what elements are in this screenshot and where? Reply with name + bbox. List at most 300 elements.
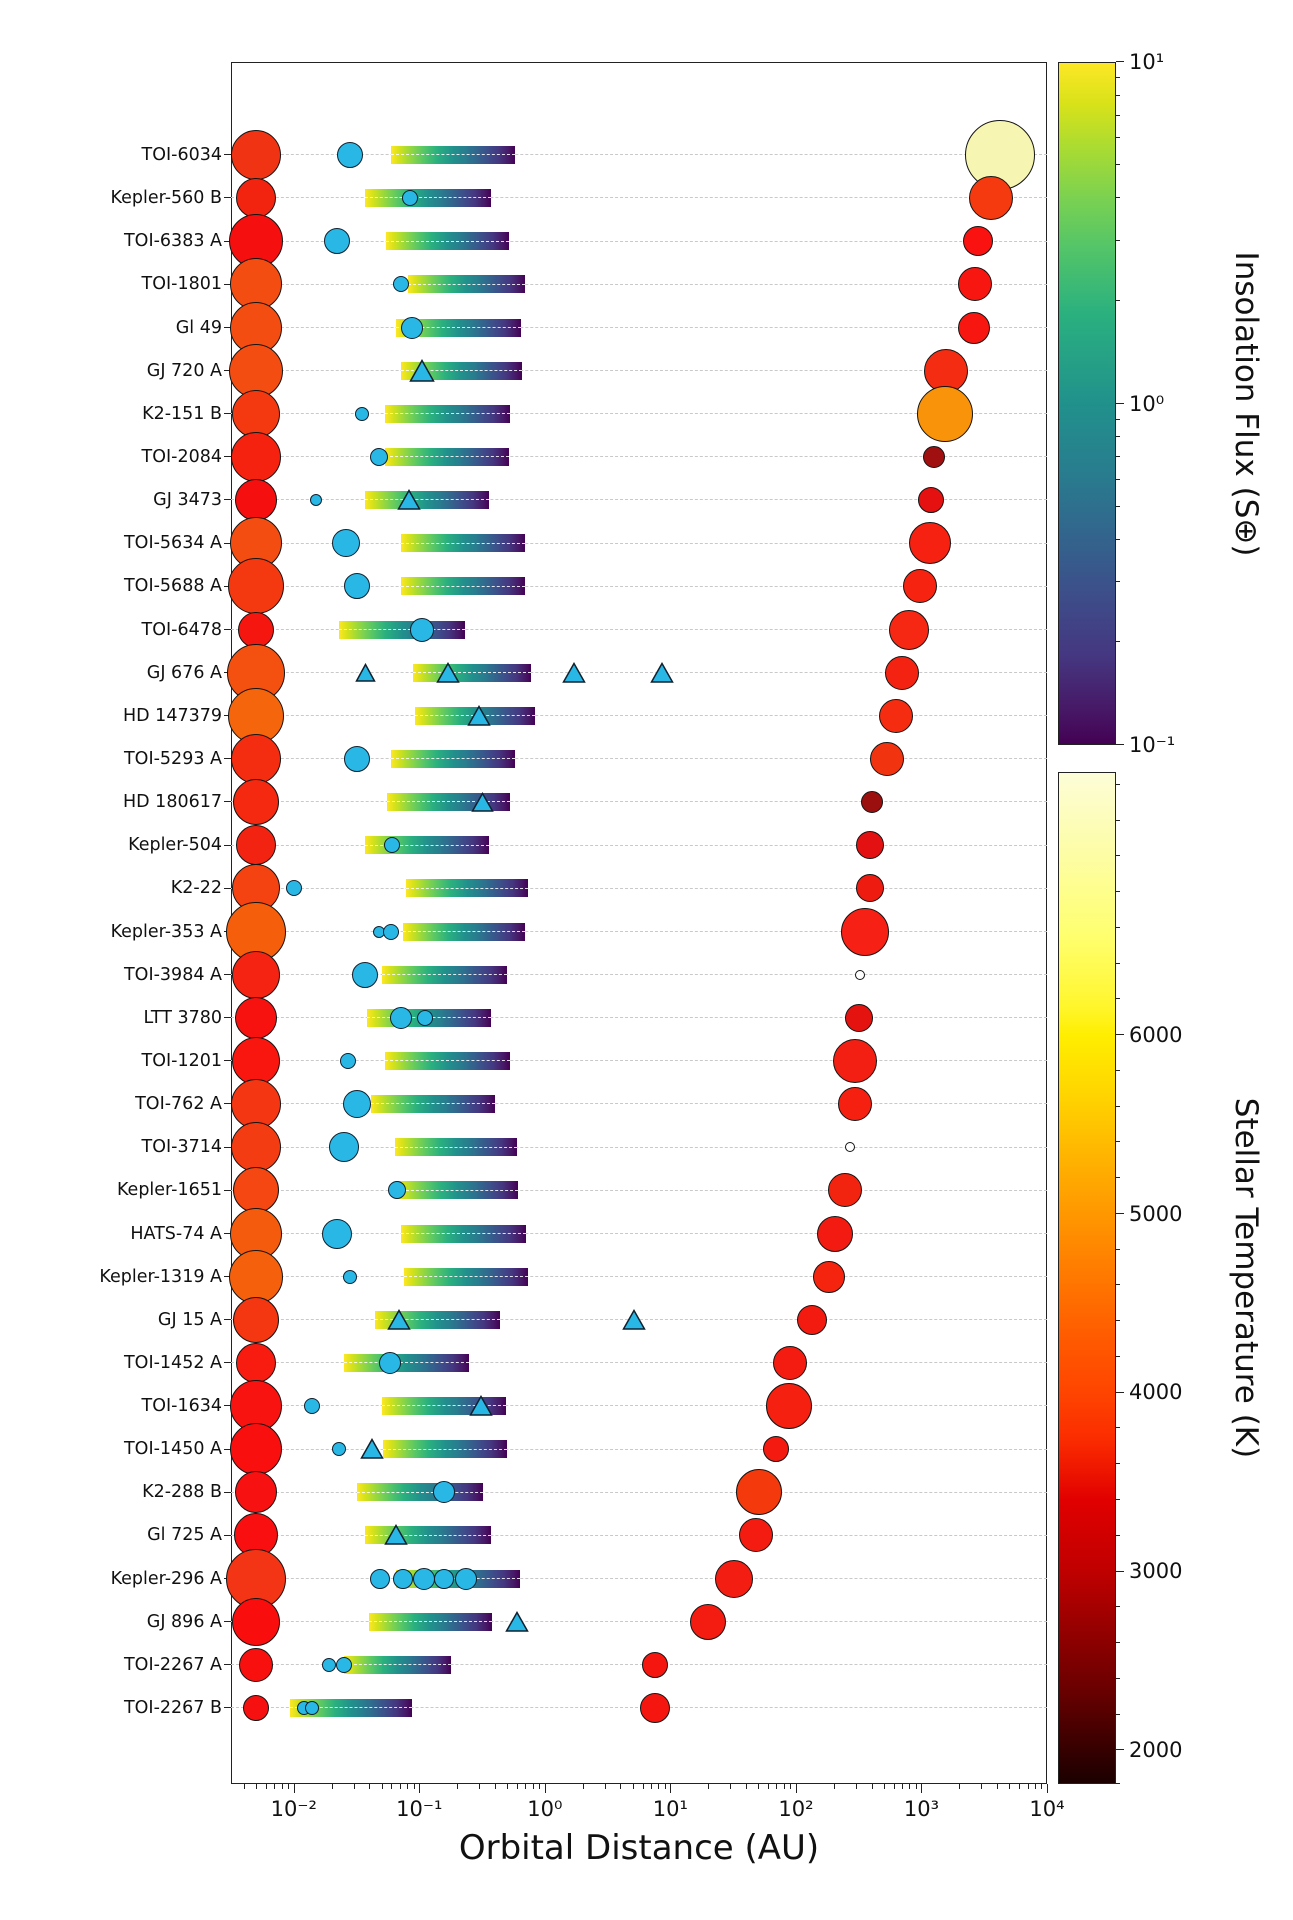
- x-axis-minor-tick: [997, 1784, 998, 1789]
- row-label-toi-6383-a: TOI-6383 A: [123, 231, 222, 252]
- row-gridline: [231, 197, 1047, 198]
- habitable-zone-bar-guide: [385, 456, 509, 457]
- x-axis-major-tick: [1047, 1784, 1048, 1793]
- row-gridline: [231, 1578, 1047, 1579]
- habitable-zone-bar-guide: [365, 197, 491, 198]
- colorbar-minor-tick: [1116, 784, 1120, 785]
- planet-marker: [324, 228, 350, 254]
- companion-star-marker: [690, 1604, 726, 1640]
- colorbar-minor-tick: [1116, 539, 1120, 540]
- colorbar-minor-tick: [1116, 1535, 1120, 1536]
- habitable-zone-bar-guide: [365, 499, 489, 500]
- colorbar-temperature-title: Stellar Temperature (K): [1228, 1097, 1264, 1459]
- x-axis-minor-tick: [274, 1784, 275, 1789]
- x-axis-minor-tick: [391, 1784, 392, 1789]
- habitable-zone-bar-guide: [403, 931, 526, 932]
- planet-marker: [455, 1568, 477, 1590]
- companion-star-marker: [841, 908, 889, 956]
- colorbar-minor-tick: [1116, 164, 1120, 165]
- x-axis-minor-tick: [517, 1784, 518, 1789]
- colorbar-minor-tick: [1116, 581, 1120, 582]
- x-axis-tick-label: 10⁻¹: [396, 1797, 443, 1821]
- x-axis-minor-tick: [768, 1784, 769, 1789]
- row-label-toi-3984-a: TOI-3984 A: [123, 964, 222, 985]
- row-gridline: [231, 327, 1047, 328]
- planet-marker: [332, 529, 360, 557]
- row-label-toi-3714: TOI-3714: [141, 1137, 222, 1158]
- planet-marker: [410, 618, 434, 642]
- habitable-zone-bar-guide: [406, 888, 528, 889]
- x-axis-minor-tick: [382, 1784, 383, 1789]
- y-axis-tick: [224, 1664, 231, 1665]
- x-axis-minor-tick: [643, 1784, 644, 1789]
- planet-marker: [383, 924, 399, 940]
- host-star-marker: [235, 479, 277, 521]
- host-star-marker: [232, 390, 280, 438]
- x-axis-minor-tick: [665, 1784, 666, 1789]
- colorbar-minor-tick: [1116, 1714, 1120, 1715]
- x-axis-minor-tick: [533, 1784, 534, 1789]
- x-axis-tick-label: 10¹: [652, 1797, 688, 1821]
- y-axis-tick: [224, 1147, 231, 1148]
- row-label-gj-15-a: GJ 15 A: [157, 1309, 222, 1330]
- colorbar-minor-tick: [1116, 1606, 1120, 1607]
- x-axis-minor-tick: [708, 1784, 709, 1789]
- host-star-marker: [243, 1695, 269, 1721]
- planet-triangle-marker: [355, 663, 376, 683]
- colorbar-minor-tick: [1116, 963, 1120, 964]
- row-label-hd-147379: HD 147379: [122, 705, 222, 726]
- host-star-marker: [231, 734, 281, 784]
- planet-triangle-marker: [471, 792, 494, 813]
- companion-star-marker: [958, 312, 990, 344]
- x-axis-minor-tick: [605, 1784, 606, 1789]
- row-label-k2-151-b: K2-151 B: [142, 403, 222, 424]
- planet-marker: [417, 1010, 433, 1026]
- host-star-marker: [231, 130, 281, 180]
- x-axis-minor-tick: [1009, 1784, 1010, 1789]
- row-gridline: [231, 1621, 1047, 1622]
- y-axis-tick: [224, 456, 231, 457]
- x-axis-minor-tick: [266, 1784, 267, 1789]
- x-axis-minor-tick: [909, 1784, 910, 1789]
- y-axis-tick: [224, 629, 231, 630]
- plot-area: [231, 62, 1047, 1784]
- planet-marker: [379, 1352, 401, 1374]
- x-axis-tick-label: 10³: [903, 1797, 940, 1821]
- x-axis-minor-tick: [539, 1784, 540, 1789]
- x-axis-minor-tick: [746, 1784, 747, 1789]
- planet-marker: [390, 1007, 412, 1029]
- x-axis-major-tick: [921, 1784, 922, 1793]
- y-axis-tick: [224, 197, 231, 198]
- x-axis-minor-tick: [1035, 1784, 1036, 1789]
- host-star-marker: [229, 1250, 283, 1304]
- x-axis-major-tick: [545, 1784, 546, 1793]
- companion-star-marker: [909, 522, 951, 564]
- x-axis-minor-tick: [872, 1784, 873, 1789]
- row-label-gj-896-a: GJ 896 A: [146, 1611, 222, 1632]
- planet-marker: [434, 1569, 454, 1589]
- x-axis-minor-tick: [282, 1784, 283, 1789]
- planet-triangle-marker: [467, 705, 491, 727]
- colorbar-minor-tick: [1116, 1642, 1120, 1643]
- row-label-toi-2267-a: TOI-2267 A: [123, 1654, 222, 1675]
- x-axis-minor-tick: [457, 1784, 458, 1789]
- planet-marker: [343, 1270, 357, 1284]
- y-axis-tick: [224, 1319, 231, 1320]
- row-gridline: [231, 1492, 1047, 1493]
- row-gridline: [231, 888, 1047, 889]
- host-star-marker: [230, 1423, 282, 1475]
- companion-star-marker: [813, 1261, 845, 1293]
- habitable-zone-bar-guide: [369, 1621, 492, 1622]
- row-label-k2-288-b: K2-288 B: [142, 1482, 222, 1503]
- colorbar-tick-label: 3000: [1129, 1559, 1183, 1584]
- colorbar-minor-tick: [1116, 479, 1120, 480]
- row-label-toi-2084: TOI-2084: [141, 446, 222, 467]
- x-axis-minor-tick: [884, 1784, 885, 1789]
- planet-triangle-marker: [622, 1309, 646, 1331]
- colorbar-minor-tick: [1116, 1499, 1120, 1500]
- planet-triangle-marker: [397, 489, 421, 511]
- x-axis-minor-tick: [776, 1784, 777, 1789]
- row-gridline: [231, 241, 1047, 242]
- x-axis-tick-label: 10⁻²: [270, 1797, 317, 1821]
- colorbar-minor-tick: [1116, 820, 1120, 821]
- colorbar-minor-tick: [1116, 1356, 1120, 1357]
- row-label-toi-6478: TOI-6478: [141, 619, 222, 640]
- row-label-kepler-1651: Kepler-1651: [116, 1180, 222, 1201]
- colorbar-major-tick: [1116, 1571, 1124, 1572]
- habitable-zone-bar-guide: [413, 672, 531, 673]
- colorbar-tick-label: 6000: [1129, 1023, 1183, 1048]
- planet-triangle-marker: [562, 662, 586, 684]
- colorbar-minor-tick: [1116, 506, 1120, 507]
- row-label-toi-1801: TOI-1801: [141, 274, 222, 295]
- colorbar-major-tick: [1116, 744, 1124, 745]
- habitable-zone-bar-guide: [391, 758, 515, 759]
- row-gridline: [231, 931, 1047, 932]
- y-axis-tick: [224, 1362, 231, 1363]
- planet-marker: [322, 1219, 352, 1249]
- habitable-zone-bar-guide: [408, 284, 526, 285]
- x-axis-minor-tick: [256, 1784, 257, 1789]
- x-axis-major-tick: [796, 1784, 797, 1793]
- y-axis-tick: [224, 413, 231, 414]
- colorbar-tick-label: 10¹: [1129, 50, 1165, 74]
- x-axis-minor-tick: [1041, 1784, 1042, 1789]
- host-star-marker: [233, 779, 279, 825]
- row-gridline: [231, 672, 1047, 673]
- colorbar-minor-tick: [1116, 456, 1120, 457]
- y-axis-tick: [224, 1190, 231, 1191]
- habitable-zone-bar-guide: [386, 241, 509, 242]
- habitable-zone-bar-guide: [395, 1147, 517, 1148]
- host-star-marker: [231, 1122, 281, 1172]
- companion-star-marker: [773, 1346, 807, 1380]
- planet-marker: [402, 190, 418, 206]
- row-label-k2-22: K2-22: [170, 878, 222, 899]
- colorbar-minor-tick: [1116, 855, 1120, 856]
- x-axis-minor-tick: [244, 1784, 245, 1789]
- colorbar-minor-tick: [1116, 115, 1120, 116]
- colorbar-minor-tick: [1116, 1070, 1120, 1071]
- planet-marker: [393, 1569, 413, 1589]
- x-axis-minor-tick: [959, 1784, 960, 1789]
- x-axis-minor-tick: [856, 1784, 857, 1789]
- x-axis-minor-tick: [407, 1784, 408, 1789]
- y-axis-tick: [224, 1103, 231, 1104]
- colorbar-insolation-title: Insolation Flux (S⊕): [1228, 251, 1264, 556]
- y-axis-tick: [224, 154, 231, 155]
- row-label-ltt-3780: LTT 3780: [143, 1007, 222, 1028]
- companion-star-marker: [885, 656, 919, 690]
- planet-marker: [393, 276, 409, 292]
- colorbar-tick-label: 10⁰: [1129, 391, 1165, 416]
- x-axis-minor-tick: [354, 1784, 355, 1789]
- row-gridline: [231, 1535, 1047, 1536]
- planet-triangle-marker: [436, 662, 460, 684]
- x-axis-minor-tick: [902, 1784, 903, 1789]
- y-axis-tick: [224, 801, 231, 802]
- host-star-marker: [232, 1037, 280, 1085]
- colorbar-minor-tick: [1116, 300, 1120, 301]
- row-gridline: [231, 801, 1047, 802]
- host-star-marker: [233, 1297, 279, 1343]
- y-axis-tick: [224, 499, 231, 500]
- row-label-kepler-1319-a: Kepler-1319 A: [99, 1266, 222, 1287]
- row-label-toi-1452-a: TOI-1452 A: [123, 1352, 222, 1373]
- companion-star-marker: [889, 610, 929, 650]
- colorbar-tick-label: 5000: [1129, 1201, 1183, 1226]
- row-label-gj-720-a: GJ 720 A: [146, 360, 222, 381]
- x-axis-minor-tick: [894, 1784, 895, 1789]
- companion-star-marker: [766, 1383, 812, 1429]
- row-label-hd-180617: HD 180617: [122, 792, 222, 813]
- colorbar-minor-tick: [1116, 77, 1120, 78]
- planet-marker: [413, 1568, 435, 1590]
- colorbar-temperature: [1058, 772, 1116, 1784]
- colorbar-major-tick: [1116, 403, 1124, 404]
- row-label-toi-1201: TOI-1201: [141, 1050, 222, 1071]
- colorbar-minor-tick: [1116, 95, 1120, 96]
- colorbar-minor-tick: [1116, 1106, 1120, 1107]
- row-gridline: [231, 845, 1047, 846]
- planet-marker: [340, 1053, 356, 1069]
- y-axis-tick: [224, 1707, 231, 1708]
- habitable-zone-bar-guide: [344, 1664, 452, 1665]
- row-label-toi-1634: TOI-1634: [141, 1396, 222, 1417]
- x-axis-minor-tick: [651, 1784, 652, 1789]
- y-axis-tick: [224, 888, 231, 889]
- row-gridline: [231, 1449, 1047, 1450]
- companion-star-marker: [917, 386, 973, 442]
- colorbar-minor-tick: [1116, 1320, 1120, 1321]
- colorbar-minor-tick: [1116, 419, 1120, 420]
- x-axis-minor-tick: [784, 1784, 785, 1789]
- companion-star-marker: [963, 226, 993, 256]
- companion-star-marker: [640, 1693, 670, 1723]
- row-label-toi-2267-b: TOI-2267 B: [123, 1698, 222, 1719]
- row-label-gl-49: Gl 49: [175, 317, 222, 338]
- colorbar-minor-tick: [1116, 1249, 1120, 1250]
- y-axis-tick: [224, 1060, 231, 1061]
- y-axis-tick: [224, 1535, 231, 1536]
- row-label-gj-676-a: GJ 676 A: [146, 662, 222, 683]
- row-gridline: [231, 1233, 1047, 1234]
- colorbar-minor-tick: [1116, 436, 1120, 437]
- companion-star-marker: [838, 1087, 872, 1121]
- x-axis-minor-tick: [400, 1784, 401, 1789]
- y-axis-tick: [224, 1621, 231, 1622]
- row-label-gl-725-a: Gl 725 A: [147, 1525, 222, 1546]
- host-star-marker: [228, 558, 284, 614]
- x-axis-minor-tick: [414, 1784, 415, 1789]
- habitable-zone-bar-guide: [385, 1060, 511, 1061]
- row-label-kepler-353-a: Kepler-353 A: [110, 921, 222, 942]
- host-star-marker: [235, 997, 277, 1039]
- x-axis-minor-tick: [981, 1784, 982, 1789]
- x-axis-major-tick: [419, 1784, 420, 1793]
- colorbar-minor-tick: [1116, 197, 1120, 198]
- planet-marker: [370, 1569, 390, 1589]
- row-label-hats-74-a: HATS-74 A: [130, 1223, 222, 1244]
- x-axis-major-tick: [294, 1784, 295, 1793]
- colorbar-minor-tick: [1116, 927, 1120, 928]
- x-axis-minor-tick: [332, 1784, 333, 1789]
- host-star-marker: [232, 951, 280, 999]
- row-gridline: [231, 1190, 1047, 1191]
- habitable-zone-bar-guide: [404, 1276, 529, 1277]
- colorbar-tick-label: 4000: [1129, 1380, 1183, 1405]
- x-axis-minor-tick: [834, 1784, 835, 1789]
- host-star-marker: [236, 825, 276, 865]
- host-star-marker: [231, 432, 281, 482]
- x-axis-minor-tick: [916, 1784, 917, 1789]
- planet-marker: [352, 962, 378, 988]
- colorbar-major-tick: [1116, 1392, 1124, 1393]
- host-star-marker: [232, 1598, 280, 1646]
- row-gridline: [231, 284, 1047, 285]
- planet-marker: [388, 1181, 406, 1199]
- row-label-toi-1450-a: TOI-1450 A: [123, 1439, 222, 1460]
- row-gridline: [231, 1405, 1047, 1406]
- y-axis-tick: [224, 758, 231, 759]
- colorbar-minor-tick: [1116, 1783, 1120, 1784]
- x-axis-tick-label: 10⁰: [527, 1797, 563, 1821]
- row-label-toi-6034: TOI-6034: [141, 145, 222, 165]
- x-axis-minor-tick: [583, 1784, 584, 1789]
- colorbar-minor-tick: [1116, 1678, 1120, 1679]
- colorbar-minor-tick: [1116, 998, 1120, 999]
- habitable-zone-bar-guide: [401, 543, 526, 544]
- planet-marker: [337, 142, 363, 168]
- habitable-zone-bar-guide: [401, 1233, 526, 1234]
- colorbar-minor-tick: [1116, 137, 1120, 138]
- companion-star-marker: [879, 699, 913, 733]
- x-axis-tick-label: 10⁴: [1029, 1797, 1065, 1821]
- x-axis-minor-tick: [479, 1784, 480, 1789]
- companion-star-marker: [797, 1305, 827, 1335]
- x-axis-minor-tick: [1028, 1784, 1029, 1789]
- x-axis-label: Orbital Distance (AU): [458, 1828, 820, 1868]
- companion-star-marker: [828, 1173, 862, 1207]
- habitable-zone-bar-guide: [357, 1492, 483, 1493]
- host-star-marker: [236, 1343, 276, 1383]
- row-label-kepler-296-a: Kepler-296 A: [110, 1568, 222, 1589]
- x-axis-minor-tick: [507, 1784, 508, 1789]
- habitable-zone-bar-guide: [383, 1449, 507, 1450]
- colorbar-insolation: [1058, 62, 1116, 745]
- colorbar-minor-tick: [1116, 240, 1120, 241]
- row-label-gj-3473: GJ 3473: [153, 490, 222, 511]
- planet-triangle-marker: [409, 359, 435, 383]
- x-axis-minor-tick: [633, 1784, 634, 1789]
- companion-star-marker: [715, 1560, 753, 1598]
- x-axis-minor-tick: [1019, 1784, 1020, 1789]
- habitable-zone-bar-guide: [339, 629, 465, 630]
- y-axis-tick: [224, 974, 231, 975]
- colorbar-tick-label: 10⁻¹: [1129, 733, 1176, 757]
- x-axis-minor-tick: [369, 1784, 370, 1789]
- companion-star-marker: [833, 1039, 877, 1083]
- planet-marker: [401, 317, 423, 339]
- colorbar-major-tick: [1116, 1213, 1124, 1214]
- planet-triangle-marker: [360, 1438, 384, 1460]
- x-axis-minor-tick: [525, 1784, 526, 1789]
- colorbar-minor-tick: [1116, 1177, 1120, 1178]
- colorbar-minor-tick: [1116, 891, 1120, 892]
- habitable-zone-bar-guide: [396, 1190, 518, 1191]
- host-star-marker: [236, 178, 276, 218]
- y-axis-tick: [224, 1492, 231, 1493]
- companion-star-marker: [855, 970, 865, 980]
- planet-marker: [310, 494, 322, 506]
- planet-marker: [433, 1481, 455, 1503]
- colorbar-minor-tick: [1116, 1463, 1120, 1464]
- planet-marker: [355, 407, 369, 421]
- colorbar-minor-tick: [1116, 1284, 1120, 1285]
- host-star-marker: [239, 1648, 273, 1682]
- colorbar-minor-tick: [1116, 1427, 1120, 1428]
- row-label-toi-762-a: TOI-762 A: [135, 1094, 222, 1115]
- colorbar-minor-tick: [1116, 1749, 1120, 1750]
- colorbar-minor-tick: [1116, 641, 1120, 642]
- planet-marker: [336, 1657, 352, 1673]
- x-axis-minor-tick: [495, 1784, 496, 1789]
- colorbar-minor-tick: [1116, 1141, 1120, 1142]
- x-axis-minor-tick: [288, 1784, 289, 1789]
- x-axis-minor-tick: [730, 1784, 731, 1789]
- colorbar-major-tick: [1116, 1034, 1124, 1035]
- companion-star-marker: [958, 267, 992, 301]
- row-label-kepler-560-b: Kepler-560 B: [110, 188, 222, 209]
- habitable-zone-bar-guide: [382, 974, 508, 975]
- x-axis-major-tick: [670, 1784, 671, 1793]
- companion-star-marker: [870, 742, 904, 776]
- host-star-marker: [238, 612, 274, 648]
- x-axis-minor-tick: [620, 1784, 621, 1789]
- planet-triangle-marker: [384, 1524, 408, 1546]
- companion-star-marker: [817, 1216, 853, 1252]
- planet-triangle-marker: [650, 662, 674, 684]
- row-label-toi-5634-a: TOI-5634 A: [123, 533, 222, 554]
- habitable-zone-bar-guide: [391, 154, 515, 155]
- row-label-kepler-504: Kepler-504: [128, 835, 222, 856]
- habitable-zone-bar-guide: [371, 1103, 495, 1104]
- row-label-toi-5293-a: TOI-5293 A: [123, 748, 222, 769]
